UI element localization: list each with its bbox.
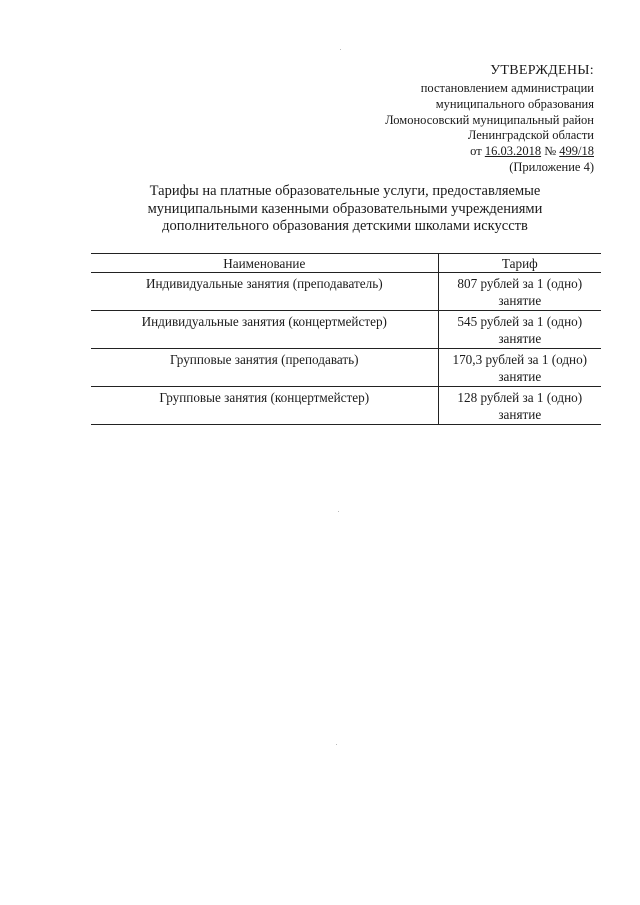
service-name-cell: Индивидуальные занятия (преподаватель) (91, 273, 438, 311)
column-header-name: Наименование (91, 254, 438, 273)
tariff-table (91, 253, 601, 425)
approval-block (385, 62, 594, 176)
appendix-label: (Приложение 4) (509, 159, 594, 174)
tariff-cell: 128 рублей за 1 (одно) занятие (438, 387, 601, 425)
tariff-cell: 545 рублей за 1 (одно) занятие (438, 311, 601, 349)
column-header-price: Тариф (438, 254, 601, 273)
table-row (91, 311, 601, 349)
service-name-cell: Групповые занятия (преподавать) (91, 349, 438, 387)
scan-speck (340, 49, 341, 50)
approval-line: Ломоносовский муниципальный район (385, 112, 594, 127)
tariff-cell: 807 рублей за 1 (одно) занятие (438, 273, 601, 311)
title-line: муниципальными казенными образовательными учреждениями (147, 200, 543, 217)
table-row (91, 273, 601, 311)
table-row (91, 387, 601, 425)
approval-line: постановлением администрации (420, 81, 594, 95)
number-sign: № (541, 144, 560, 159)
approval-heading: УТВЕРЖДЕНЫ: (490, 63, 594, 78)
title-line: Тарифы на платные образовательные услуги, предоставляемые (149, 183, 541, 199)
title-line: дополнительного образования детскими школами искусств (162, 218, 528, 234)
service-name-cell: Индивидуальные занятия (концертмейстер) (91, 311, 438, 349)
approval-date: 16.03.2018 (484, 144, 542, 159)
scan-speck (338, 511, 339, 512)
approval-date-line (385, 144, 594, 160)
tariff-cell: 170,3 рублей за 1 (одно) занятие (438, 349, 601, 387)
scan-speck (336, 744, 337, 745)
service-name-cell: Групповые занятия (концертмейстер) (91, 387, 438, 425)
table-header-row (91, 254, 601, 273)
approval-line: Ленинградской области (467, 128, 594, 143)
approval-line: муниципального образования (435, 96, 594, 111)
date-prefix: от (470, 144, 485, 159)
table-row (91, 349, 601, 387)
approval-number: 499/18 (559, 144, 594, 159)
document-title (90, 183, 600, 236)
